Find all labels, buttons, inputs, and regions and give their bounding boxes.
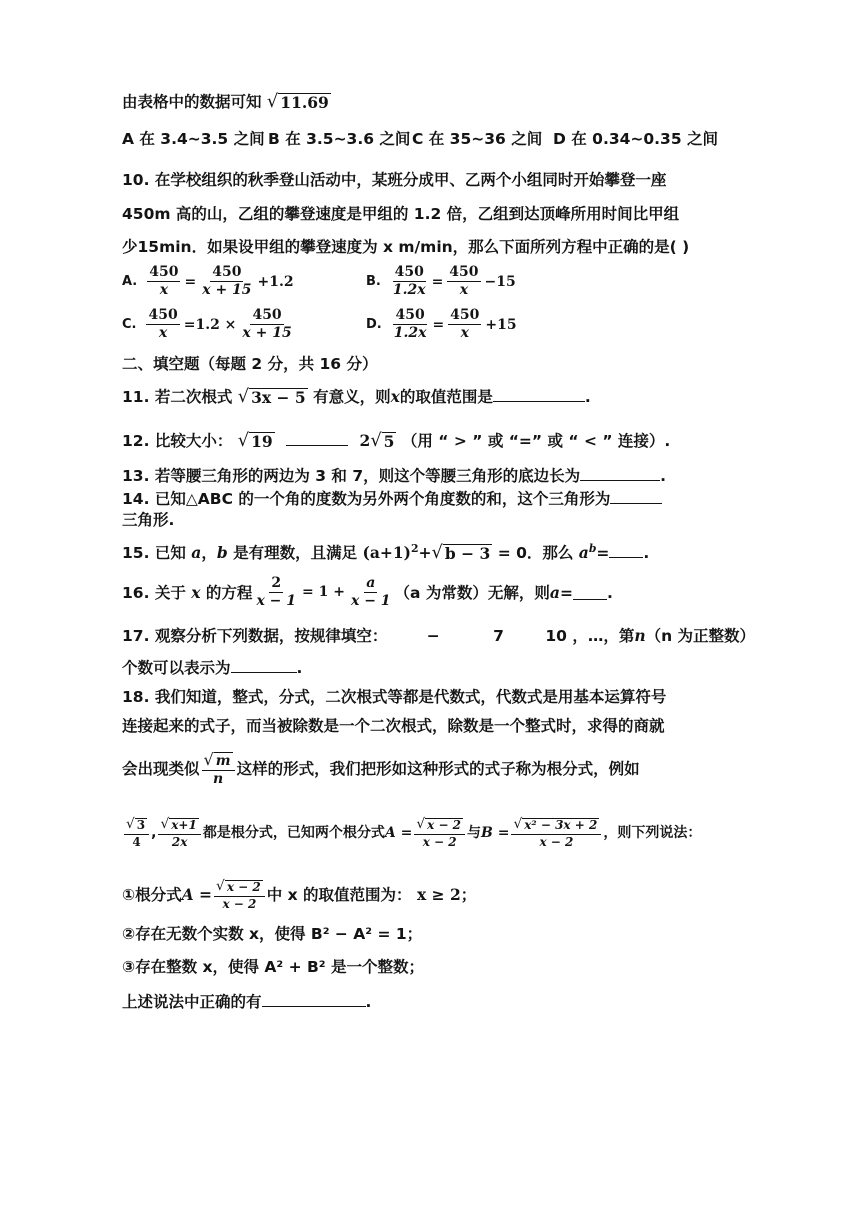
q15-line: 15. 已知 a，b 是有理数，且满足 $(a+1)^2+$ √ b − 3 = 0．那么 $a^b=$ .: [122, 542, 650, 564]
answer-blank[interactable]: [609, 543, 643, 558]
fraction: $\frac{450}{1.2x}$: [393, 307, 427, 342]
sqrt-expression: √ 3x − 5: [237, 386, 306, 408]
q18-line-4: √ 3 4 , √ x+1 2x 都是根分式，已知两个根分式 A = √ x − 2 x − 2 与 B = √ x² − 3x + 2 x − 2 ，则下列说法：: [126, 816, 702, 849]
q12-line: 12. 比较大小： √ 19 2 √ 5 （用 “ > ” 或 “=” 或 “ < ” 连接）.: [122, 430, 671, 452]
q10-option-d: D. $\frac{450}{1.2x}$ = $\frac{450}{x}$ +15: [366, 307, 517, 342]
answer-blank[interactable]: [286, 431, 348, 446]
q10-option-b: B. $\frac{450}{1.2x}$ = $\frac{450}{x}$ −15: [366, 264, 516, 299]
fraction: $\frac{450}{x + 15}$: [242, 307, 292, 342]
sqrt-expression: √ x+1: [160, 816, 197, 832]
fraction: $\frac{2}{x - 1}$: [256, 575, 297, 610]
q9-option-a: A 在 3.4~3.5 之间: [122, 130, 265, 148]
q16-line: 16. 关于 x 的方程 $\frac{2}{x - 1}$ = 1 + $\frac{a}{x - 1}$ （a 为常数）无解，则 a = .: [122, 575, 613, 610]
q18-final-line: 上述说法中正确的有 .: [122, 993, 372, 1011]
fraction: $\frac{450}{x}$: [449, 264, 479, 299]
intro-text: 由表格中的数据可知: [122, 93, 262, 111]
q18-line-3: 会出现类似 √ m n 这样的形式，我们把形如这种形式的式子称为根分式，例如: [122, 750, 640, 788]
sqrt-expression: √ 19: [237, 430, 273, 452]
q14-line-2: 三角形.: [122, 511, 175, 529]
q18-line-2: 连接起来的式子，而当被除数是一个二次根式，除数是一个整式时，求得的商就: [122, 717, 665, 735]
fraction: √ 3 4: [124, 818, 149, 849]
sqrt-expression: √ 3: [126, 816, 146, 832]
q18-statement-3: ③存在整数 x，使得 A² + B² 是一个整数；: [122, 958, 424, 976]
q17-line-2: 个数可以表示为 .: [122, 659, 303, 677]
answer-blank[interactable]: [262, 992, 366, 1007]
fraction: $\frac{450}{1.2x}$: [392, 264, 426, 299]
sqrt-expression: √ m: [203, 750, 231, 769]
q18-line-1: 18. 我们知道，整式，分式，二次根式等都是代数式，代数式是用基本运算符号: [122, 688, 667, 706]
q18-statement-1: ①根分式 A = √ x − 2 x − 2 中 x 的取值范围为： x ≥ 2；: [122, 878, 477, 911]
fraction: √ m n: [202, 752, 235, 787]
fraction: $\frac{a}{x - 1}$: [350, 575, 391, 610]
sqrt-expression: √ 11.69: [266, 91, 329, 113]
q9-option-b: B 在 3.5~3.6 之间: [268, 130, 411, 148]
q9-option-d: D 在 0.34~0.35 之间: [553, 130, 719, 148]
answer-blank[interactable]: [493, 387, 585, 402]
q10-line-2: 450m 高的山，乙组的攀登速度是甲组的 1.2 倍，乙组到达顶峰所用时间比甲组: [122, 205, 680, 223]
q9-option-c: C 在 35~36 之间: [412, 130, 543, 148]
fraction: $\frac{450}{x + 15}$: [202, 264, 252, 299]
fraction: $\frac{450}{x}$: [149, 264, 179, 299]
answer-blank[interactable]: [580, 466, 660, 481]
q10-option-c: C. $\frac{450}{x}$ =1.2 × $\frac{450}{x + 15}$: [122, 307, 292, 342]
sqrt-expression: √ b − 3: [431, 542, 491, 564]
section-title: 二、填空题（每题 2 分，共 16 分）: [122, 355, 378, 373]
q11-line: 11. 若二次根式 √ 3x − 5 有意义，则x的取值范围是 .: [122, 386, 591, 408]
fraction: √ x² − 3x + 2 x − 2: [511, 818, 601, 849]
q10-option-a: A. $\frac{450}{x}$ = $\frac{450}{x + 15}$ +1.2: [122, 264, 294, 299]
q17-line-1: 17. 观察分析下列数据，按规律填空： − 7 10 ，…，第n（n 为正整数）: [122, 626, 756, 645]
fraction: √ x+1 2x: [158, 818, 200, 849]
intro-line: [122, 93, 331, 112]
answer-blank[interactable]: [231, 658, 297, 673]
fraction: $\frac{450}{x}$: [450, 307, 480, 342]
sqrt-expression: √ x − 2: [216, 878, 261, 894]
fraction: √ x − 2 x − 2: [214, 880, 265, 911]
sqrt-expression: √ x − 2: [416, 816, 462, 832]
sqrt-expression: √ x² − 3x + 2: [513, 816, 598, 832]
fraction: √ x − 2 x − 2: [414, 818, 465, 849]
fraction: $\frac{450}{x}$: [148, 307, 178, 342]
q14-line-1: 14. 已知△ABC 的一个角的度数为另外两个角度数的和，这个三角形为: [122, 489, 662, 509]
q10-line-3: 少15min．如果设甲组的攀登速度为 x m/min，那么下面所列方程中正确的是( ): [122, 238, 690, 256]
sqrt-expression: √ 5: [370, 430, 395, 452]
q13-line: 13. 若等腰三角形的两边为 3 和 7，则这个等腰三角形的底边长为 .: [122, 467, 667, 485]
q18-statement-2: ②存在无数个实数 x，使得 B² − A² = 1；: [122, 925, 423, 943]
answer-blank[interactable]: [573, 585, 607, 600]
answer-blank[interactable]: [610, 489, 662, 504]
q10-line-1: 10. 在学校组织的秋季登山活动中，某班分成甲、乙两个小组同时开始攀登一座: [122, 171, 667, 189]
